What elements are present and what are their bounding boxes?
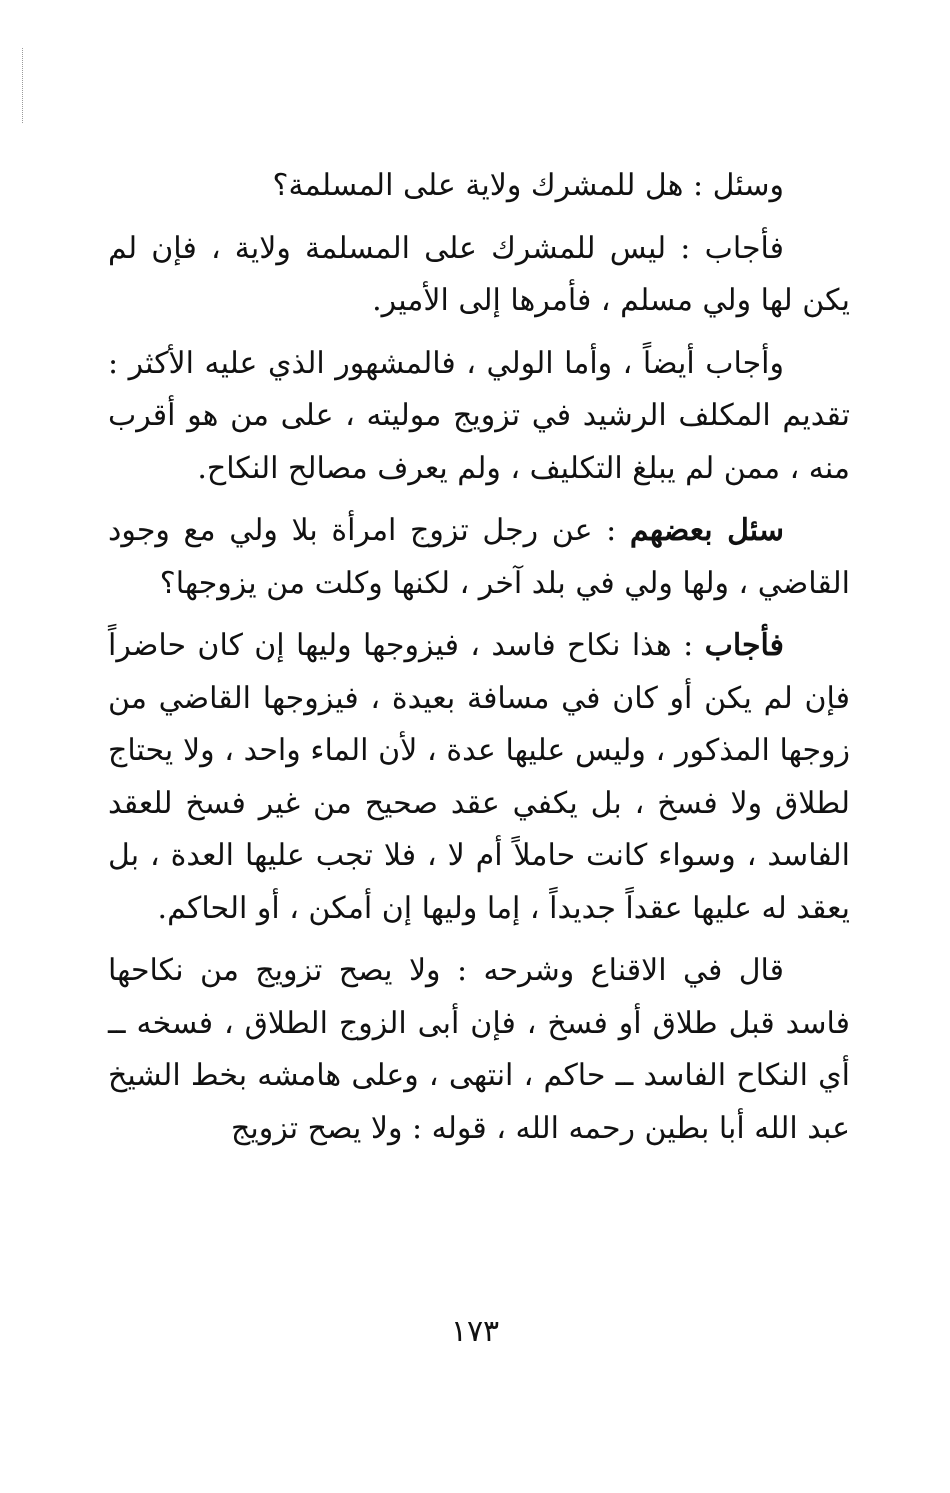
paragraph-iqna-quote [108, 945, 850, 1155]
paragraph-text: : عن رجل تزوج امرأة بلا ولي مع وجود القاضي ، ولها ولي في بلد آخر ، لكنها وكلت من يزوجها؟ [108, 513, 850, 601]
paragraph-answer-guardian-order [108, 338, 850, 496]
paragraph-text: وسئل : هل للمشرك ولاية على المسلمة؟ [272, 168, 784, 203]
paragraph-text: : هذا نكاح فاسد ، فيزوجها وليها إن كان حاضراً فإن لم يكن أو كان في مسافة بعيدة ، فيزوجها القاضي من زوجها المذكور ، وليس عليها عدة ، لأن الماء واحد ، ولا يحتاج لطلاق ولا فسخ ، بل يكفي عقد صحيح من غير فسخ للعقد الفاسد ، وسواء كانت حاملاً أم لا ، فلا تجب عليها العدة ، بل يعقد له عليها عقداً جديداً ، إما وليها إن أمكن ، أو الحاكم. [108, 628, 850, 926]
paragraph-text: وأجاب أيضاً ، وأما الولي ، فالمشهور الذي عليه الأكثر : تقديم المكلف الرشيد في تزويج موليته ، على من هو أقرب منه ، ممن لم يبلغ التكليف ، ولم يعرف مصالح النكاح. [108, 345, 850, 486]
page-body [108, 160, 850, 1165]
paragraph-answer-invalid-marriage [108, 620, 850, 935]
paragraph-question-marriage-without-guardian [108, 505, 850, 610]
paragraph-text: فأجاب : ليس للمشرك على المسلمة ولاية ، فإن لم يكن لها ولي مسلم ، فأمرها إلى الأمير. [108, 230, 850, 318]
paragraph-text: قال في الاقناع وشرحه : ولا يصح تزويج من نكاحها فاسد قبل طلاق أو فسخ ، فإن أبى الزوج الطلاق ، فسخه ــ أي النكاح الفاسد ــ حاكم ، انتهى ، وعلى هامشه بخط الشيخ عبد الله أبا بطين رحمه الله ، قوله : ولا يصح تزويج [108, 953, 850, 1146]
page-number: ١٧٣ [450, 1314, 500, 1349]
scan-margin-mark [22, 48, 24, 123]
paragraph-answer-polytheist-guardianship [108, 223, 850, 328]
paragraph-lead: سئل بعضهم [629, 513, 784, 548]
paragraph-lead: فأجاب [704, 628, 784, 663]
paragraph-question-polytheist-guardianship [108, 160, 850, 213]
